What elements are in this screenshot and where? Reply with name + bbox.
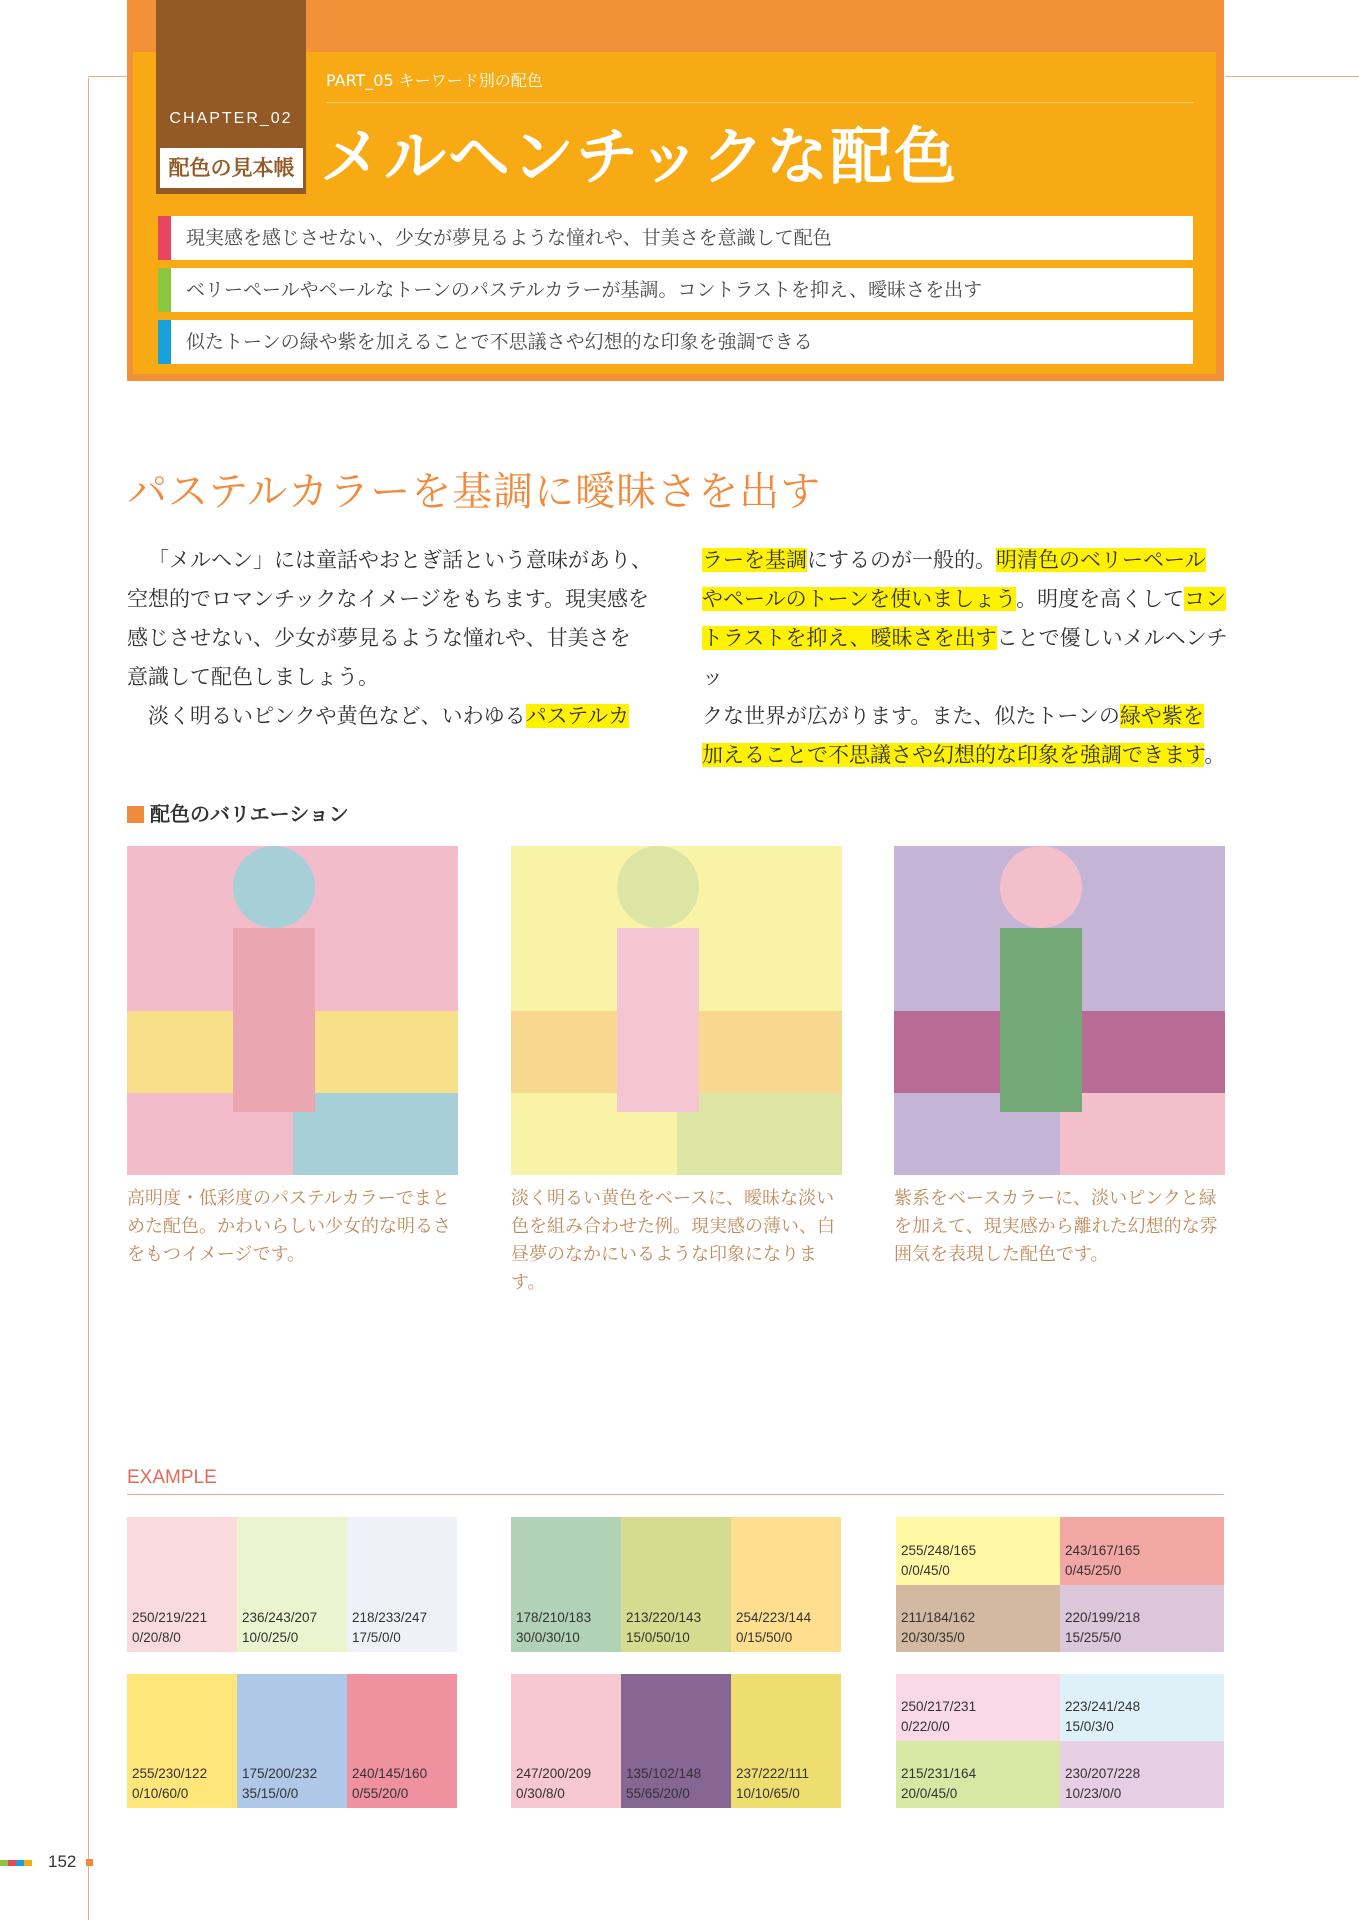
swatch-label (1065, 1697, 1140, 1737)
body-line: 「メルヘン」には童話やおとぎ話という意味があり、 (148, 548, 652, 572)
swatch-label (242, 1608, 317, 1648)
variation-heading-text: 配色のバリエーション (150, 802, 349, 826)
highlight-text: 緑や紫を (1119, 704, 1204, 728)
swatch-label (1065, 1541, 1140, 1581)
body-line (702, 619, 1232, 697)
panel-circle (617, 846, 699, 928)
footer-stripe (8, 1860, 16, 1866)
page-title: メルヘンチックな配色 (320, 120, 959, 193)
swatch-label (1065, 1608, 1140, 1648)
swatch-cmyk: 15/25/5/0 (1065, 1630, 1122, 1645)
footer-stripe (24, 1860, 32, 1866)
body-line: 空想的でロマンチックなイメージをもちます。現実感を (127, 587, 650, 611)
body-text: にするのが一般的。 (807, 548, 996, 572)
swatch-rgb: 250/217/231 (901, 1699, 977, 1714)
panel-bottom-right (677, 1093, 842, 1175)
swatch-cmyk: 0/30/8/0 (516, 1786, 565, 1801)
panel-rect (233, 928, 315, 1112)
body-text: クな世界が広がります。また、似たトーンの (702, 704, 1120, 728)
color-swatch (896, 1585, 1060, 1652)
highlight-text: ラーを基調 (702, 548, 807, 572)
color-swatch (896, 1517, 1060, 1585)
swatch-label (352, 1608, 427, 1648)
swatch-rgb: 254/223/144 (736, 1610, 812, 1625)
point-row-3 (158, 320, 1193, 364)
body-line (702, 580, 1232, 619)
swatch-label (901, 1764, 976, 1804)
footer-stripe (0, 1860, 8, 1866)
swatch-cmyk: 10/10/65/0 (736, 1786, 800, 1801)
highlight-text: パステルカ (525, 704, 630, 728)
swatch-rgb: 250/219/221 (132, 1610, 208, 1625)
swatch-rgb: 178/210/183 (516, 1610, 592, 1625)
body-line (702, 541, 1232, 580)
swatch-rgb: 135/102/148 (626, 1766, 702, 1781)
variation-caption-2 (511, 1185, 843, 1297)
panel-bottom-right (293, 1093, 458, 1175)
variation-panel-2 (511, 846, 842, 1175)
caption-line: をもつイメージです。 (127, 1244, 306, 1265)
color-swatch (1060, 1585, 1224, 1652)
example-divider (127, 1494, 1224, 1495)
caption-line: 高明度・低彩度のパステルカラーでまと (127, 1188, 450, 1209)
swatch-label (132, 1764, 207, 1804)
body-line (702, 736, 1232, 775)
point-marker-2 (158, 268, 171, 312)
swatch-label (516, 1764, 591, 1804)
variation-caption-3 (894, 1185, 1226, 1269)
highlight-text: やペールのトーンを使いましょう (702, 587, 1017, 611)
color-swatch (621, 1674, 731, 1808)
point-text-3: 似たトーンの緑や紫を加えることで不思議さや幻想的な印象を強調できる (186, 331, 813, 353)
color-swatch (127, 1517, 237, 1652)
color-swatch (347, 1674, 457, 1808)
swatch-label (736, 1608, 811, 1648)
swatch-label (1065, 1764, 1140, 1804)
caption-line: めた配色。かわいらしい少女的な明るさ (127, 1216, 451, 1237)
point-row-2 (158, 268, 1193, 312)
swatch-cmyk: 0/15/50/0 (736, 1630, 793, 1645)
variation-heading (127, 798, 349, 827)
swatch-cmyk: 15/0/50/10 (626, 1630, 690, 1645)
trim-line-right (1225, 76, 1359, 77)
color-swatch (896, 1741, 1060, 1808)
swatch-cmyk: 10/0/25/0 (242, 1630, 299, 1645)
highlight-text: 加えることで不思議さや幻想的な印象を強調できます (702, 743, 1205, 767)
caption-line: 紫系をベースカラーに、淡いピンクと緑 (894, 1188, 1217, 1209)
body-text-left (127, 541, 667, 736)
point-text-1: 現実感を感じさせない、少女が夢見るような憧れや、甘美さを意識して配色 (186, 227, 832, 249)
point-text-2: ベリーペールやペールなトーンのパステルカラーが基調。コントラストを抑え、曖昧さを出す (186, 279, 983, 301)
swatch-cmyk: 20/0/45/0 (901, 1786, 958, 1801)
swatch-cmyk: 55/65/20/0 (626, 1786, 690, 1801)
swatch-label (901, 1541, 976, 1581)
point-marker-1 (158, 216, 171, 260)
page-number: 152 (48, 1852, 77, 1871)
swatch-rgb: 230/207/228 (1065, 1766, 1141, 1781)
color-swatch (621, 1517, 731, 1652)
part-label: PART_05 キーワード別の配色 (326, 71, 543, 90)
highlight-text: トラストを抑え、曖昧さを出す (702, 626, 997, 650)
panel-circle (1000, 846, 1082, 928)
swatch-cmyk: 15/0/3/0 (1065, 1719, 1114, 1734)
panel-rect (617, 928, 699, 1112)
swatch-label (626, 1608, 701, 1648)
swatch-label (516, 1608, 591, 1648)
caption-line: 囲気を表現した配色です。 (894, 1244, 1109, 1265)
swatch-rgb: 247/200/209 (516, 1766, 592, 1781)
swatch-cmyk: 0/10/60/0 (132, 1786, 189, 1801)
book-label: 配色の見本帳 (160, 148, 303, 188)
body-text: 淡く明るいピンクや黄色など、いわゆる (148, 704, 526, 728)
color-swatch (237, 1674, 347, 1808)
panel-circle (233, 846, 315, 928)
panel-bottom-right (1060, 1093, 1225, 1175)
swatch-cmyk: 0/22/0/0 (901, 1719, 950, 1734)
body-text: ことで優しいメルヘンチッ (702, 626, 1228, 689)
caption-line: 淡く明るい黄色をベースに、曖昧な淡い (511, 1188, 835, 1209)
swatch-cmyk: 35/15/0/0 (242, 1786, 299, 1801)
swatch-label (352, 1764, 427, 1804)
swatch-label (901, 1608, 975, 1648)
color-swatch (347, 1517, 457, 1652)
color-swatch (1060, 1674, 1224, 1741)
color-swatch (896, 1674, 1060, 1741)
chapter-label: CHAPTER_02 (169, 110, 293, 127)
variation-panel-1 (127, 846, 458, 1175)
page-marker-dot (86, 1859, 93, 1866)
caption-line: 昼夢のなかにいるような印象になります。 (511, 1244, 817, 1293)
panel-rect (1000, 928, 1082, 1112)
swatch-rgb: 223/241/248 (1065, 1699, 1141, 1714)
body-line (702, 697, 1232, 736)
variation-panel-3 (894, 846, 1225, 1175)
swatch-label (736, 1764, 809, 1804)
body-text-right (702, 541, 1232, 775)
swatch-cmyk: 0/55/20/0 (352, 1786, 409, 1801)
swatch-label (132, 1608, 207, 1648)
swatch-rgb: 218/233/247 (352, 1610, 428, 1625)
body-line: 感じさせない、少女が夢見るような憧れや、甘美さを (127, 626, 631, 650)
point-row-1 (158, 216, 1193, 260)
swatch-label (901, 1697, 976, 1737)
body-text: 。 (1204, 743, 1226, 767)
body-line (127, 697, 667, 736)
swatch-rgb: 175/200/232 (242, 1766, 318, 1781)
highlight-text: 明清色のベリーペール (996, 548, 1206, 572)
footer-stripe (16, 1860, 24, 1866)
swatch-cmyk: 10/23/0/0 (1065, 1786, 1122, 1801)
trim-line-left (88, 76, 128, 77)
color-swatch (237, 1517, 347, 1652)
swatch-cmyk: 0/45/25/0 (1065, 1563, 1122, 1578)
swatch-rgb: 215/231/164 (901, 1766, 977, 1781)
highlight-text: コン (1184, 587, 1227, 611)
swatch-rgb: 213/220/143 (626, 1610, 702, 1625)
color-swatch (731, 1674, 841, 1808)
swatch-label (626, 1764, 701, 1804)
point-marker-3 (158, 320, 171, 364)
swatch-rgb: 236/243/207 (242, 1610, 318, 1625)
color-swatch (511, 1674, 621, 1808)
variation-caption-1 (127, 1185, 459, 1269)
swatch-cmyk: 0/0/45/0 (901, 1563, 950, 1578)
color-swatch (731, 1517, 841, 1652)
square-bullet-icon (127, 806, 144, 823)
body-text: 。明度を高くして (1016, 587, 1185, 611)
swatch-rgb: 240/145/160 (352, 1766, 428, 1781)
caption-line: を加えて、現実感から離れた幻想的な雰 (894, 1216, 1218, 1237)
swatch-label (242, 1764, 317, 1804)
swatch-rgb: 220/199/218 (1065, 1610, 1141, 1625)
color-swatch (1060, 1517, 1224, 1585)
swatch-cmyk: 17/5/0/0 (352, 1630, 401, 1645)
trim-line-vertical (88, 78, 89, 1920)
swatch-cmyk: 30/0/30/10 (516, 1630, 580, 1645)
part-divider (326, 102, 1194, 103)
color-swatch (511, 1517, 621, 1652)
swatch-rgb: 243/167/165 (1065, 1543, 1141, 1558)
swatch-rgb: 255/248/165 (901, 1543, 977, 1558)
color-swatch (1060, 1741, 1224, 1808)
caption-line: 色を組み合わせた例。現実感の薄い、白 (511, 1216, 835, 1237)
swatch-rgb: 237/222/111 (736, 1766, 810, 1781)
section-title: パステルカラーを基調に曖昧さを出す (127, 469, 822, 515)
body-line: 意識して配色しましょう。 (127, 665, 379, 689)
swatch-cmyk: 0/20/8/0 (132, 1630, 181, 1645)
swatch-cmyk: 20/30/35/0 (901, 1630, 965, 1645)
swatch-rgb: 255/230/122 (132, 1766, 208, 1781)
swatch-rgb: 211/184/162 (901, 1610, 976, 1625)
example-label: EXAMPLE (127, 1467, 217, 1488)
color-swatch (127, 1674, 237, 1808)
